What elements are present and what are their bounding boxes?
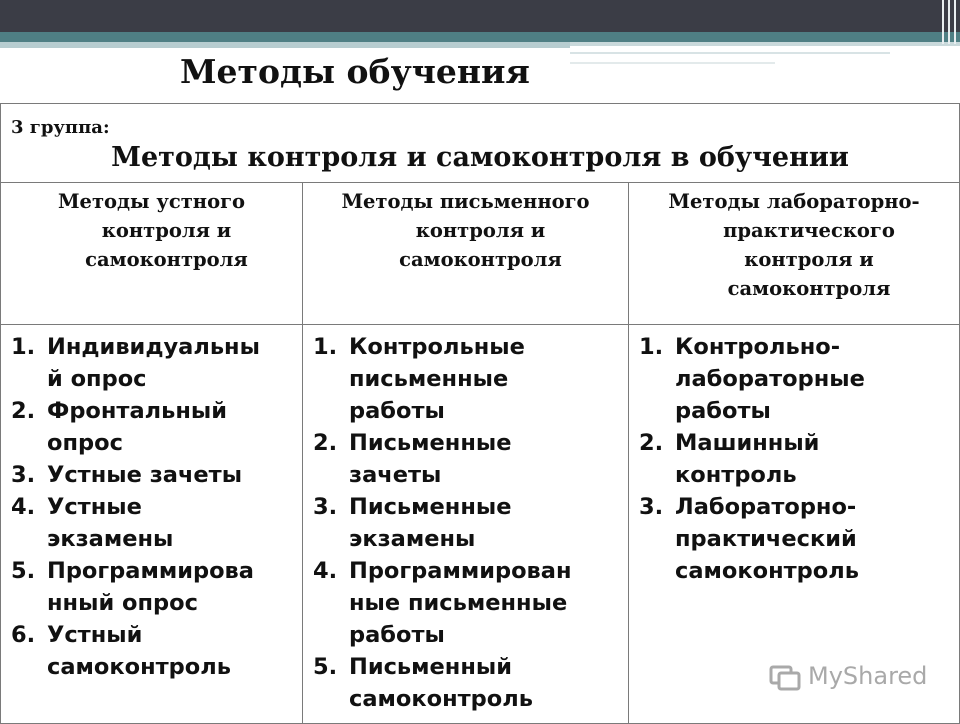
- list-item: 4. Устные экзамены: [11, 494, 174, 552]
- column-header-written: [303, 183, 629, 325]
- column-header-line: самоконтроля: [727, 277, 891, 300]
- group-header-cell: [1, 104, 960, 183]
- list-item: 5. Письменный самоконтроль: [313, 654, 533, 712]
- header-band-dark: [0, 0, 960, 32]
- list-item: 2. Письменные зачеты: [313, 430, 512, 488]
- column-header-line: Методы устного: [57, 190, 246, 213]
- group-title: Методы контроля и самоконтроля в обучении: [111, 142, 849, 173]
- list-cell-oral: [1, 325, 303, 724]
- header-decor-line: [570, 52, 890, 54]
- column-header-line: контроля и: [415, 219, 546, 242]
- header-decor-line-short: [570, 62, 775, 64]
- column-header-line: самоконтроля: [399, 248, 562, 271]
- list-item: 1. Контрольно- лабораторные работы: [639, 334, 865, 424]
- header-band-light: [0, 42, 570, 48]
- column-header-oral: [1, 183, 303, 325]
- methods-list-oral: [1, 331, 302, 683]
- list-item: 5. Программирова нный опрос: [11, 558, 254, 616]
- header-band-teal: [0, 32, 960, 42]
- group-label: 3 группа:: [11, 117, 110, 138]
- list-item: 3. Письменные экзамены: [313, 494, 512, 552]
- list-item: 2. Фронтальный опрос: [11, 398, 228, 456]
- methods-table: [0, 103, 960, 724]
- column-header-lab: [629, 183, 960, 325]
- header-band-light-right: [570, 42, 960, 46]
- column-header-line: практического: [723, 219, 895, 242]
- corner-decor-lines: [938, 0, 960, 44]
- list-item: 1. Контрольные письменные работы: [313, 334, 525, 424]
- column-header-line: контроля и: [101, 219, 232, 242]
- watermark-text: MyShared: [808, 662, 928, 690]
- methods-list-lab: [629, 331, 959, 587]
- column-header-line: самоконтроля: [85, 248, 248, 271]
- list-item: 2. Машинный контроль: [639, 430, 820, 488]
- list-item: 3. Устные зачеты: [11, 462, 243, 488]
- watermark: [768, 656, 927, 696]
- list-item: 4. Программирован ные письменные работы: [313, 558, 572, 648]
- list-cell-written: [303, 325, 629, 724]
- column-header-line: контроля и: [744, 248, 874, 271]
- methods-list-written: [303, 331, 628, 715]
- column-header-line: Методы письменного: [341, 190, 590, 213]
- list-item: 6. Устный самоконтроль: [11, 622, 231, 680]
- column-header-line: Методы лабораторно-: [668, 190, 920, 213]
- list-item: 1. Индивидуальны й опрос: [11, 334, 260, 392]
- list-item: 3. Лабораторно- практический самоконтроль: [639, 494, 859, 584]
- myshared-logo-icon: [768, 659, 802, 693]
- page-title: Методы обучения: [180, 52, 530, 91]
